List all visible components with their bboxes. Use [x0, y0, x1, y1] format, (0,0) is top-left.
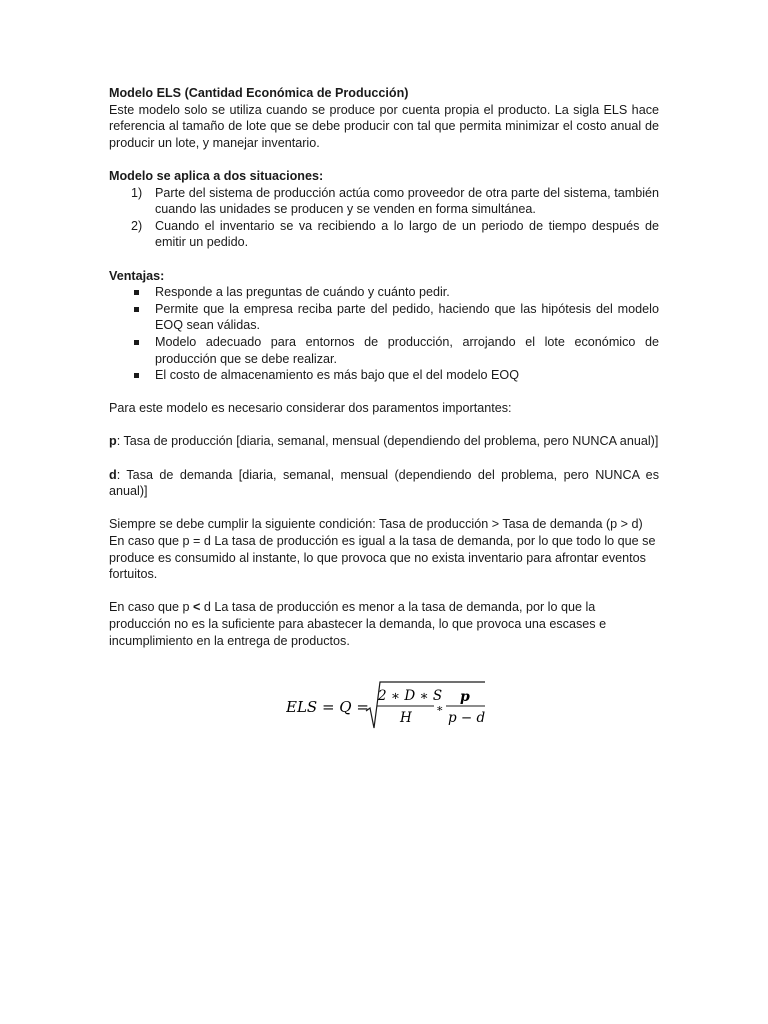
param-d-text: : Tasa de demanda [diaria, semanal, mensual (dependiendo del problema, pero NUNCA es anual)] — [109, 467, 659, 499]
params-intro: Para este modelo es necesario considerar dos paramentos importantes: — [109, 401, 512, 416]
less-than-symbol: < — [193, 600, 201, 615]
list-item-text: El costo de almacenamiento es más bajo que el del modelo EOQ — [155, 368, 520, 383]
square-bullet-icon — [134, 290, 139, 295]
list-item-text: Parte del sistema de producción actúa como proveedor de otra parte del sistema, también cuando las unidades se producen y se venden en forma simultánea. — [155, 185, 659, 217]
equal-case-paragraph: En caso que p = d La tasa de producción es igual a la tasa de demanda, por lo que todo lo que se produce es consumido al instante, lo que provoca que no exista inventario para afrontar eventos fortuitos. — [109, 534, 656, 582]
less-case-paragraph — [109, 599, 659, 649]
param-p-paragraph — [109, 433, 659, 450]
list-item-text: Permite que la empresa reciba parte del pedido, haciendo que las hipótesis del modelo EOQ sean válidas. — [155, 301, 659, 333]
list-item — [109, 301, 659, 334]
param-p-text: : Tasa de producción [diaria, semanal, mensual (dependiendo del problema, pero NUNCA anual)] — [116, 434, 659, 449]
list-item-number: 1) — [131, 185, 143, 200]
situations-heading: Modelo se aplica a dos situaciones: — [109, 168, 324, 183]
less-case-text: d La tasa de producción es menor a la tasa de demanda, por lo que la producción no es la suficiente para abastecer la demanda, lo que provoca una escases e incumplimiento en la entrega de productos. — [109, 600, 607, 648]
square-bullet-icon — [134, 307, 139, 312]
formula-num1: 2 ∗ D ∗ S — [378, 688, 443, 704]
formula-den2: p − d — [448, 710, 486, 726]
list-item — [109, 284, 659, 301]
list-item — [109, 334, 659, 367]
condition-line: Siempre se debe cumplir la siguiente condición: Tasa de producción > Tasa de demanda (p > d) — [109, 517, 643, 532]
list-item-number: 2) — [131, 218, 143, 233]
list-item-text: Modelo adecuado para entornos de producción, arrojando el lote económico de producción que se debe realizar. — [155, 334, 659, 366]
formula-lhs: ELS = Q = — [286, 698, 369, 716]
param-d-label: d — [109, 467, 117, 482]
square-bullet-icon — [134, 340, 139, 345]
list-item — [109, 367, 659, 384]
list-item-text: Responde a las preguntas de cuándo y cuánto pedir. — [155, 285, 450, 300]
els-formula — [286, 678, 496, 736]
intro-paragraph: Este modelo solo se utiliza cuando se produce por cuenta propia el producto. La sigla ELS hace referencia al tamaño de lote que se debe producir con tal que permita minimizar el costo anual de producir un lote, y manejar inventario. — [109, 102, 659, 150]
list-item-text: Cuando el inventario se va recibiendo a lo largo de un periodo de tiempo después de emitir un pedido. — [155, 218, 659, 250]
list-item — [109, 218, 659, 251]
less-case-prefix: En caso que p — [109, 600, 194, 615]
param-d-paragraph — [109, 467, 659, 500]
ventajas-heading: Ventajas: — [109, 268, 165, 283]
formula-num2: p — [460, 689, 470, 705]
document-title: Modelo ELS (Cantidad Económica de Producción) — [109, 86, 409, 100]
ventajas-list — [109, 284, 659, 384]
situations-list — [109, 185, 659, 251]
list-item — [109, 185, 659, 218]
formula-mult: ∗ — [436, 702, 444, 715]
document-body — [109, 85, 659, 649]
param-p-label: p — [109, 434, 117, 449]
formula-den1: H — [400, 710, 412, 726]
square-bullet-icon — [134, 373, 139, 378]
formula-svg — [286, 678, 496, 736]
